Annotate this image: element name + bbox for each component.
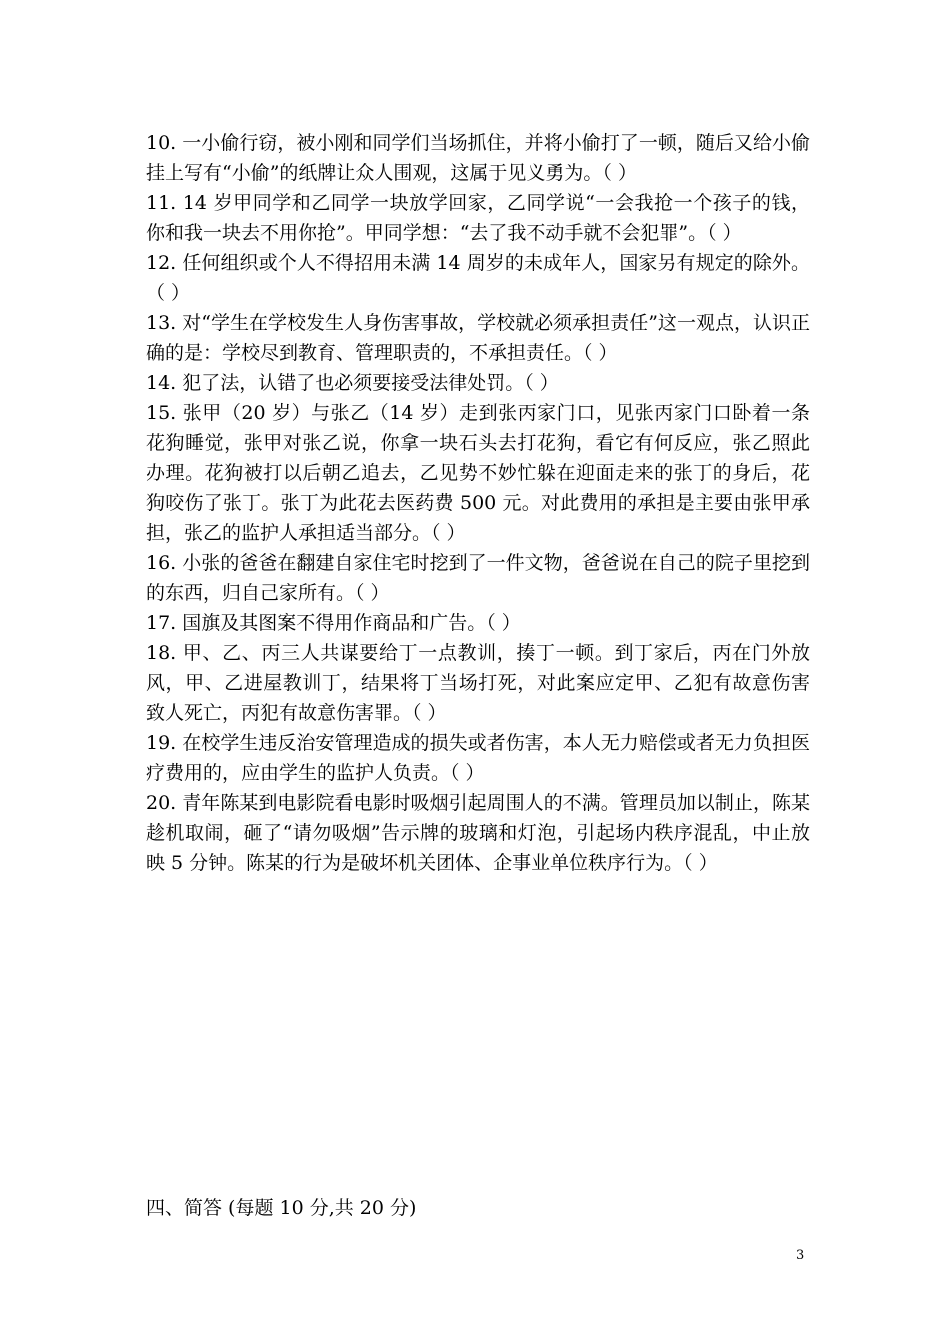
section-title: 四、简答 (每题 10 分,共 20 分) xyxy=(146,1197,417,1219)
question-item: 20. 青年陈某到电影院看电影时吸烟引起周围人的不满。管理员加以制止，陈某趁机取闹，砸了“请勿吸烟”告示牌的玻璃和灯泡，引起场内秩序混乱，中止放映 5 分钟。陈某的行为是破坏机关团体、企事业单位秩序行为。（ ） xyxy=(146,792,810,874)
question-item: 18. 甲、乙、丙三人共谋要给丁一点教训，揍丁一顿。到丁家后，丙在门外放风，甲、乙进屋教训丁，结果将丁当场打死，对此案应定甲、乙犯有故意伤害致人死亡，丙犯有故意伤害罪。（ ） xyxy=(146,642,810,724)
question-item: 13. 对“学生在学校发生人身伤害事故，学校就必须承担责任”这一观点，认识正确的是：学校尽到教育、管理职责的，不承担责任。（ ） xyxy=(146,312,810,364)
question-item: 14. 犯了法，认错了也必须要接受法律处罚。（ ） xyxy=(146,372,559,394)
question-item: 16. 小张的爸爸在翻建自家住宅时挖到了一件文物，爸爸说在自己的院子里挖到的东西，归自己家所有。（ ） xyxy=(146,552,810,604)
question-item: 15. 张甲（20 岁）与张乙（14 岁）走到张丙家门口，见张丙家门口卧着一条花狗睡觉，张甲对张乙说，你拿一块石头去打花狗，看它有何反应，张乙照此办理。花狗被打以后朝乙追去，乙见势不妙忙躲在迎面走来的张丁的身后，花狗咬伤了张丁。张丁为此花去医药费 500 元。对此费用的承担是主要由张甲承担，张乙的监护人承担适当部分。（ ） xyxy=(146,402,810,544)
question-item: 12. 任何组织或个人不得招用未满 14 周岁的未成年人，国家另有规定的除外。（ ） xyxy=(146,252,810,304)
question-item: 11. 14 岁甲同学和乙同学一块放学回家，乙同学说“一会我抢一个孩子的钱，你和我一块去不用你抢”。甲同学想：“去了我不动手就不会犯罪”。（ ） xyxy=(146,192,810,244)
question-item: 19. 在校学生违反治安管理造成的损失或者伤害，本人无力赔偿或者无力负担医疗费用的，应由学生的监护人负责。（ ） xyxy=(146,732,810,784)
page-number: 3 xyxy=(796,1248,805,1263)
question-item: 17. 国旗及其图案不得用作商品和广告。（ ） xyxy=(146,612,521,634)
question-list xyxy=(146,128,810,878)
question-item: 10. 一小偷行窃，被小刚和同学们当场抓住，并将小偷打了一顿，随后又给小偷挂上写有“小偷”的纸牌让众人围观，这属于见义勇为。（ ） xyxy=(146,132,810,184)
